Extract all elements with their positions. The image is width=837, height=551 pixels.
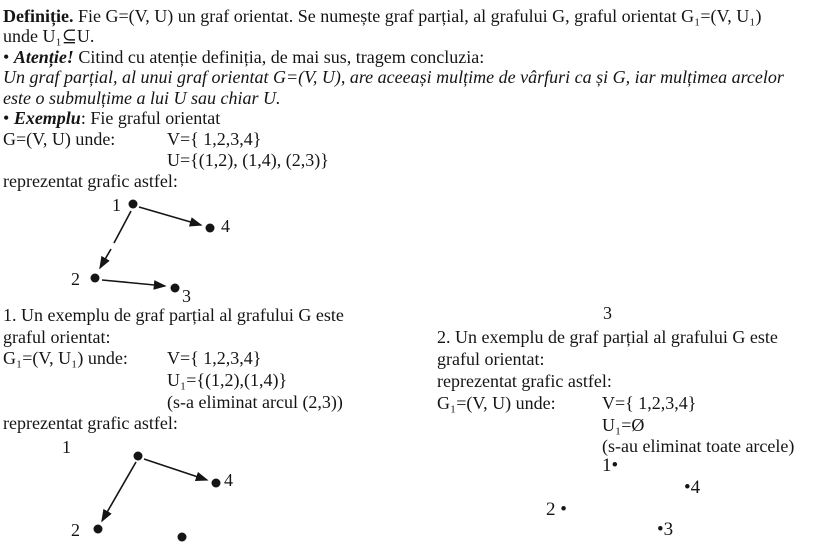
definition-line-1 xyxy=(3,6,761,26)
case2-caption: reprezentat grafic astfel: xyxy=(437,371,612,391)
node-2-dot xyxy=(91,274,100,283)
node-4-label: 4 xyxy=(221,216,230,236)
case2-graph-definition: G₁=(V, U) unde: xyxy=(437,393,556,413)
edge-1-2 xyxy=(102,462,136,521)
case1-vertex-set: V={ 1,2,3,4} xyxy=(167,348,262,368)
node-2-dot xyxy=(94,525,103,534)
attention-label: Atenție! xyxy=(13,47,74,67)
attention-line xyxy=(3,47,484,67)
case2-line-2: graful orientat: xyxy=(437,349,545,369)
edge-1-4 xyxy=(139,207,201,225)
graph-g-figure xyxy=(55,192,265,304)
case1-graph-definition: G₁=(V, U₁) unde: xyxy=(3,348,128,368)
graph-g1-figure xyxy=(35,432,265,551)
case2-line-1: 2. Un exemplu de graf parțial al grafului G este xyxy=(437,327,778,347)
node-1-label: 1 xyxy=(112,195,121,215)
edge-1-2-lower xyxy=(100,249,111,268)
page-number: 3 xyxy=(603,303,612,323)
graph-g-definition: G=(V, U) unde: xyxy=(3,129,116,149)
case1-caption: reprezentat grafic astfel: xyxy=(3,413,178,433)
node-4-dot xyxy=(206,224,215,233)
node-1-dot xyxy=(129,200,138,209)
case1-arc-set: U₁={(1,2),(1,4)} xyxy=(167,370,288,390)
graph-g-arc-set: U={(1,2), (1,4), (2,3)} xyxy=(167,150,329,170)
case1-line-1: 1. Un exemplu de graf parțial al grafului G este xyxy=(3,305,344,325)
example-label: Exemplu xyxy=(13,108,81,128)
example-text: : Fie graful orientat xyxy=(80,108,221,128)
edge-1-4 xyxy=(144,459,207,480)
isolated-vertex-1: 1• xyxy=(602,455,619,476)
node-4-dot xyxy=(212,479,221,488)
definition-term: Definiție. xyxy=(3,6,74,26)
definition-text: Fie G=(V, U) un graf orientat. Se numește graf parțial, al grafului G, graful orientat G₁=(V, U₁) xyxy=(73,6,762,26)
conclusion-line-1: Un graf parțial, al unui graf orientat G=(V, U), are aceeași mulțime de vârfuri ca și G, iar mulțimea arcelor xyxy=(3,67,784,87)
graph-g-vertex-set: V={ 1,2,3,4} xyxy=(167,129,262,149)
bullet-glyph: • xyxy=(3,108,14,128)
node-1-dot xyxy=(134,452,143,461)
definition-line-2: unde U₁⊆U. xyxy=(3,26,95,46)
case1-note: (s-a eliminat arcul (2,3)) xyxy=(167,392,343,412)
node-4-label: 4 xyxy=(224,470,233,490)
graph-g-caption: reprezentat grafic astfel: xyxy=(3,171,178,191)
isolated-vertex-3: •3 xyxy=(657,519,674,540)
node-1-label: 1 xyxy=(62,437,71,457)
edge-2-3 xyxy=(102,280,165,286)
isolated-vertex-4: •4 xyxy=(684,477,701,498)
bullet-glyph: • xyxy=(3,47,14,67)
edge-1-2-upper xyxy=(114,211,131,243)
case2-note: (s-au eliminat toate arcele) xyxy=(602,436,795,456)
attention-text: Citind cu atenție definiția, de mai sus, tragem concluzia: xyxy=(73,47,485,67)
case2-vertex-set: V={ 1,2,3,4} xyxy=(602,393,697,413)
case2-arc-set: U₁=Ø xyxy=(602,415,645,435)
node-3-dot xyxy=(171,284,180,293)
node-3-label: 3 xyxy=(182,286,191,304)
example-line xyxy=(3,108,220,128)
isolated-vertex-2: 2 • xyxy=(546,499,567,520)
case1-line-2: graful orientat: xyxy=(3,327,111,347)
node-2-label: 2 xyxy=(71,520,80,540)
node-3-dot xyxy=(178,533,187,542)
node-2-label: 2 xyxy=(71,269,80,289)
conclusion-line-2: este o submulțime a lui U sau chiar U. xyxy=(3,88,281,108)
